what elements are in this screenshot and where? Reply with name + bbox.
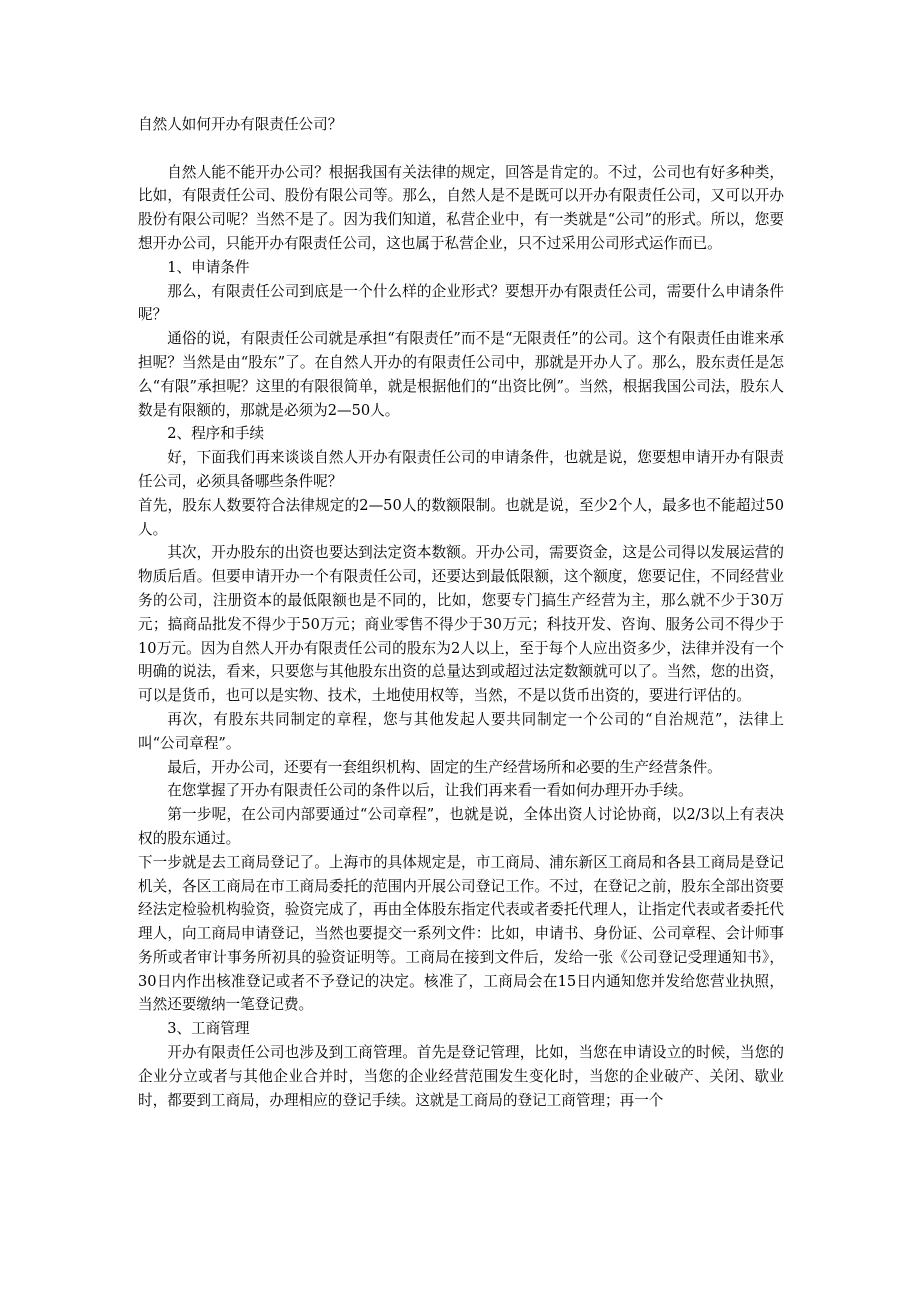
paragraph: 首先，股东人数要符合法律规定的2—50人的数额限制。也就是说，至少2个人，最多也不能超过50人。 <box>138 496 784 538</box>
document-body <box>138 161 784 1113</box>
paragraph: 那么，有限责任公司到底是一个什么样的企业形式？要想开办有限责任公司，需要什么申请条件呢？ <box>138 282 784 324</box>
paragraph: 第一步呢，在公司内部要通过“公司章程”，也就是说，全体出资人讨论协商，以2/3以上有表决权的股东通过。 <box>138 806 784 847</box>
paragraph: 好，下面我们再来谈谈自然人开办有限责任公司的申请条件，也就是说，您要想申请开办有限责任公司，必须具备哪些条件呢？ <box>138 449 784 490</box>
paragraph: 自然人能不能开办公司？根据我国有关法律的规定，回答是肯定的。不过，公司也有好多种类，比如，有限责任公司、股份有限公司等。那么，自然人是不是既可以开办有限责任公司，又可以开办股份有限公司呢？当然不是了。因为我们知道，私营企业中，有一类就是“公司”的形式。所以，您要想开办公司，只能开办有限责任公司，这也属于私营企业，只不过采用公司形式运作而已。 <box>138 163 784 252</box>
paragraph: 下一步就是去工商局登记了。上海市的具体规定是，市工商局、浦东新区工商局和各县工商局是登记机关，各区工商局在市工商局委托的范围内开展公司登记工作。不过，在登记之前，股东全部出资要经法定检验机构验资，验资完成了，再由全体股东指定代表或者委托代理人，让指定代表或者委托代理人，向工商局申请登记，当然也要提交一系列文件：比如，申请书、身份证、公司章程、会计师事务所或者审计事务所初具的验资证明等。工商局在接到文件后，发给一张《公司登记受理通知书》，30日内作出核准登记或者不予登记的决定。核准了，工商局会在15日内通知您并发给您营业执照，当然还要缴纳一笔登记费。 <box>138 853 784 1014</box>
section-heading: 1、申请条件 <box>167 258 250 276</box>
paragraph: 其次，开办股东的出资也要达到法定资本数额。开办公司，需要资金，这是公司得以发展运营的物质后盾。但要申请开办一个有限责任公司，还要达到最低限额，这个额度，您要记住，不同经营业务的公司，注册资本的最低限额也是不同的，比如，您要专门搞生产经营为主，那么就不少于30万元；搞商品批发不得少于50万元；商业零售不得少于30万元；科技开发、咨询、服务公司不得少于10万元。因为自然人开办有限责任公司的股东为2人以上，至于每个人应出资多少，法律并没有一个明确的说法，看来，只要您与其他股东出资的总量达到或超过法定数额就可以了。当然，您的出资，可以是货币，也可以是实物、技术，土地使用权等，当然，不是以货币出资的，要进行评估的。 <box>138 544 784 705</box>
paragraph: 通俗的说，有限责任公司就是承担“有限责任”而不是“无限责任”的公司。这个有限责任由谁来承担呢？当然是由“股东”了。在自然人开办的有限责任公司中，那就是开办人了。那么，股东责任是怎么“有限”承担呢？这里的有限很简单，就是根据他们的“出资比例”。当然，根据我国公司法，股东人数是有限额的，那就是必须为2—50人。 <box>138 330 784 419</box>
paragraph: 开办有限责任公司也涉及到工商管理。首先是登记管理，比如，当您在申请设立的时候，当您的企业分立或者与其他企业合并时，当您的企业经营范围发生变化时，当您的企业破产、关闭、歇业时，都要到工商局，办理相应的登记手续。这就是工商局的登记工商管理；再一个 <box>138 1044 784 1109</box>
section-heading: 2、程序和手续 <box>167 425 265 443</box>
section-heading: 3、工商管理 <box>167 1020 250 1038</box>
document-page <box>138 113 784 1112</box>
document-title: 自然人如何开办有限责任公司？ <box>138 116 343 133</box>
paragraph: 在您掌握了开办有限责任公司的条件以后，让我们再来看一看如何办理开办手续。 <box>167 782 693 800</box>
paragraph: 最后，开办公司，还要有一套组织机构、固定的生产经营场所和必要的生产经营条件。 <box>167 758 722 776</box>
paragraph: 再次，有股东共同制定的章程，您与其他发起人要共同制定一个公司的“自治规范”，法律上叫“公司章程”。 <box>138 710 784 752</box>
